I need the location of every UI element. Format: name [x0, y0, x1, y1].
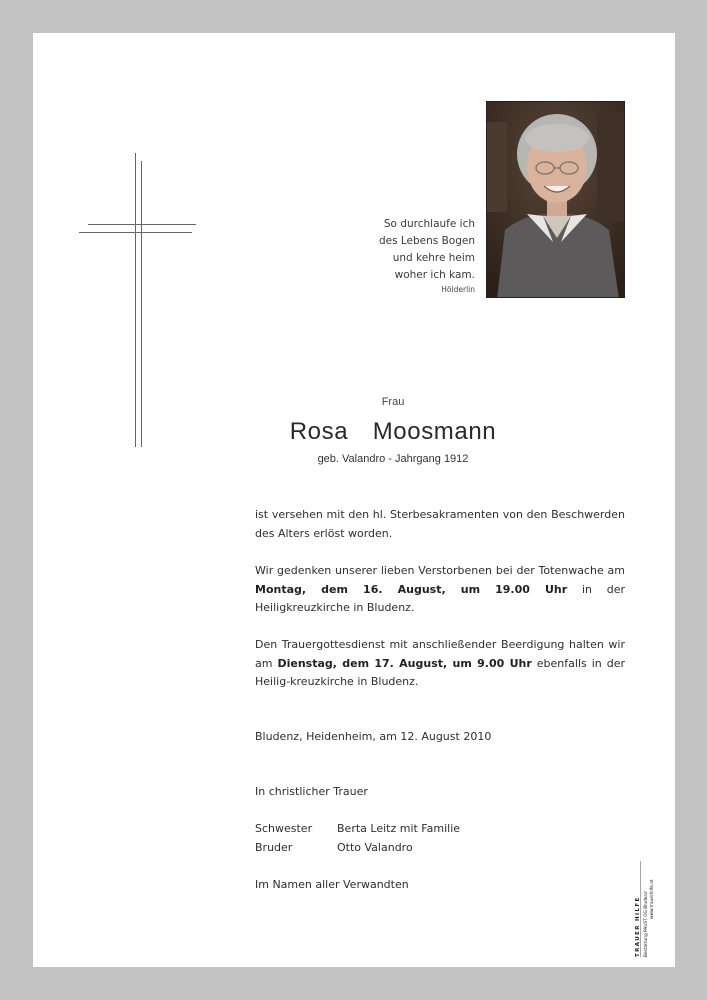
family-row: [255, 820, 625, 839]
wake-date: Montag, dem 16. August, um 19.00 Uhr: [255, 582, 568, 596]
quote: [379, 216, 475, 296]
logo-brand-a: TRAUER: [635, 924, 641, 957]
closing-line: Im Namen aller Verwandten: [255, 878, 409, 891]
portrait-photo: [486, 101, 625, 298]
logo-brand-b: HILFE: [635, 896, 641, 921]
mourning-line: In christlicher Trauer: [255, 785, 368, 798]
family-list: [255, 820, 625, 857]
quote-line: des Lebens Bogen: [378, 235, 475, 247]
paragraph-sacraments: ist versehen mit den hl. Sterbesakramenten von den Beschwerden des Alters erlöst worden.: [255, 508, 625, 540]
quote-author: Hölderlin: [441, 285, 475, 294]
salutation: Frau: [381, 396, 405, 408]
place-date: Bludenz, Heidenheim, am 12. August 2010: [255, 730, 492, 743]
family-name: Berta Leitz mit Familie: [337, 822, 461, 835]
obituary-card: [33, 33, 675, 967]
deceased-name: Rosa Moosmann: [289, 418, 497, 445]
funeral-date: Dienstag, dem 17. August, um 9.00 Uhr: [277, 656, 532, 670]
funeral-text-post: ebenfalls in der Heilig-kreuzkirche in Bludenz.: [255, 656, 626, 688]
funeral-home-logo: [633, 859, 661, 959]
paragraph-wake: [255, 562, 625, 618]
birth-info: geb. Valandro - Jahrgang 1912: [317, 453, 469, 465]
quote-line: So durchlaufe ich: [383, 218, 475, 230]
family-relation: Bruder: [255, 840, 293, 854]
family-row: [255, 839, 625, 858]
family-relation: Schwester: [255, 822, 313, 835]
quote-line: woher ich kam.: [394, 269, 475, 281]
paragraph-funeral: [255, 636, 625, 692]
funeral-text-pre: Den Trauergottesdienst mit anschließender Beerdigung halten wir am: [255, 638, 625, 670]
logo-line2: Bestattung PAUST OG Bludenz: [644, 891, 649, 957]
logo-line3: www.trauerhilfe.at: [650, 879, 655, 919]
wake-text-post: in der Heiligkreuzkirche in Bludenz.: [255, 582, 625, 614]
quote-line: und kehre heim: [392, 252, 475, 264]
wake-text-pre: Wir gedenken unserer lieben Verstorbenen bei der Totenwache am: [255, 564, 625, 577]
family-name: Otto Valandro: [337, 840, 413, 854]
